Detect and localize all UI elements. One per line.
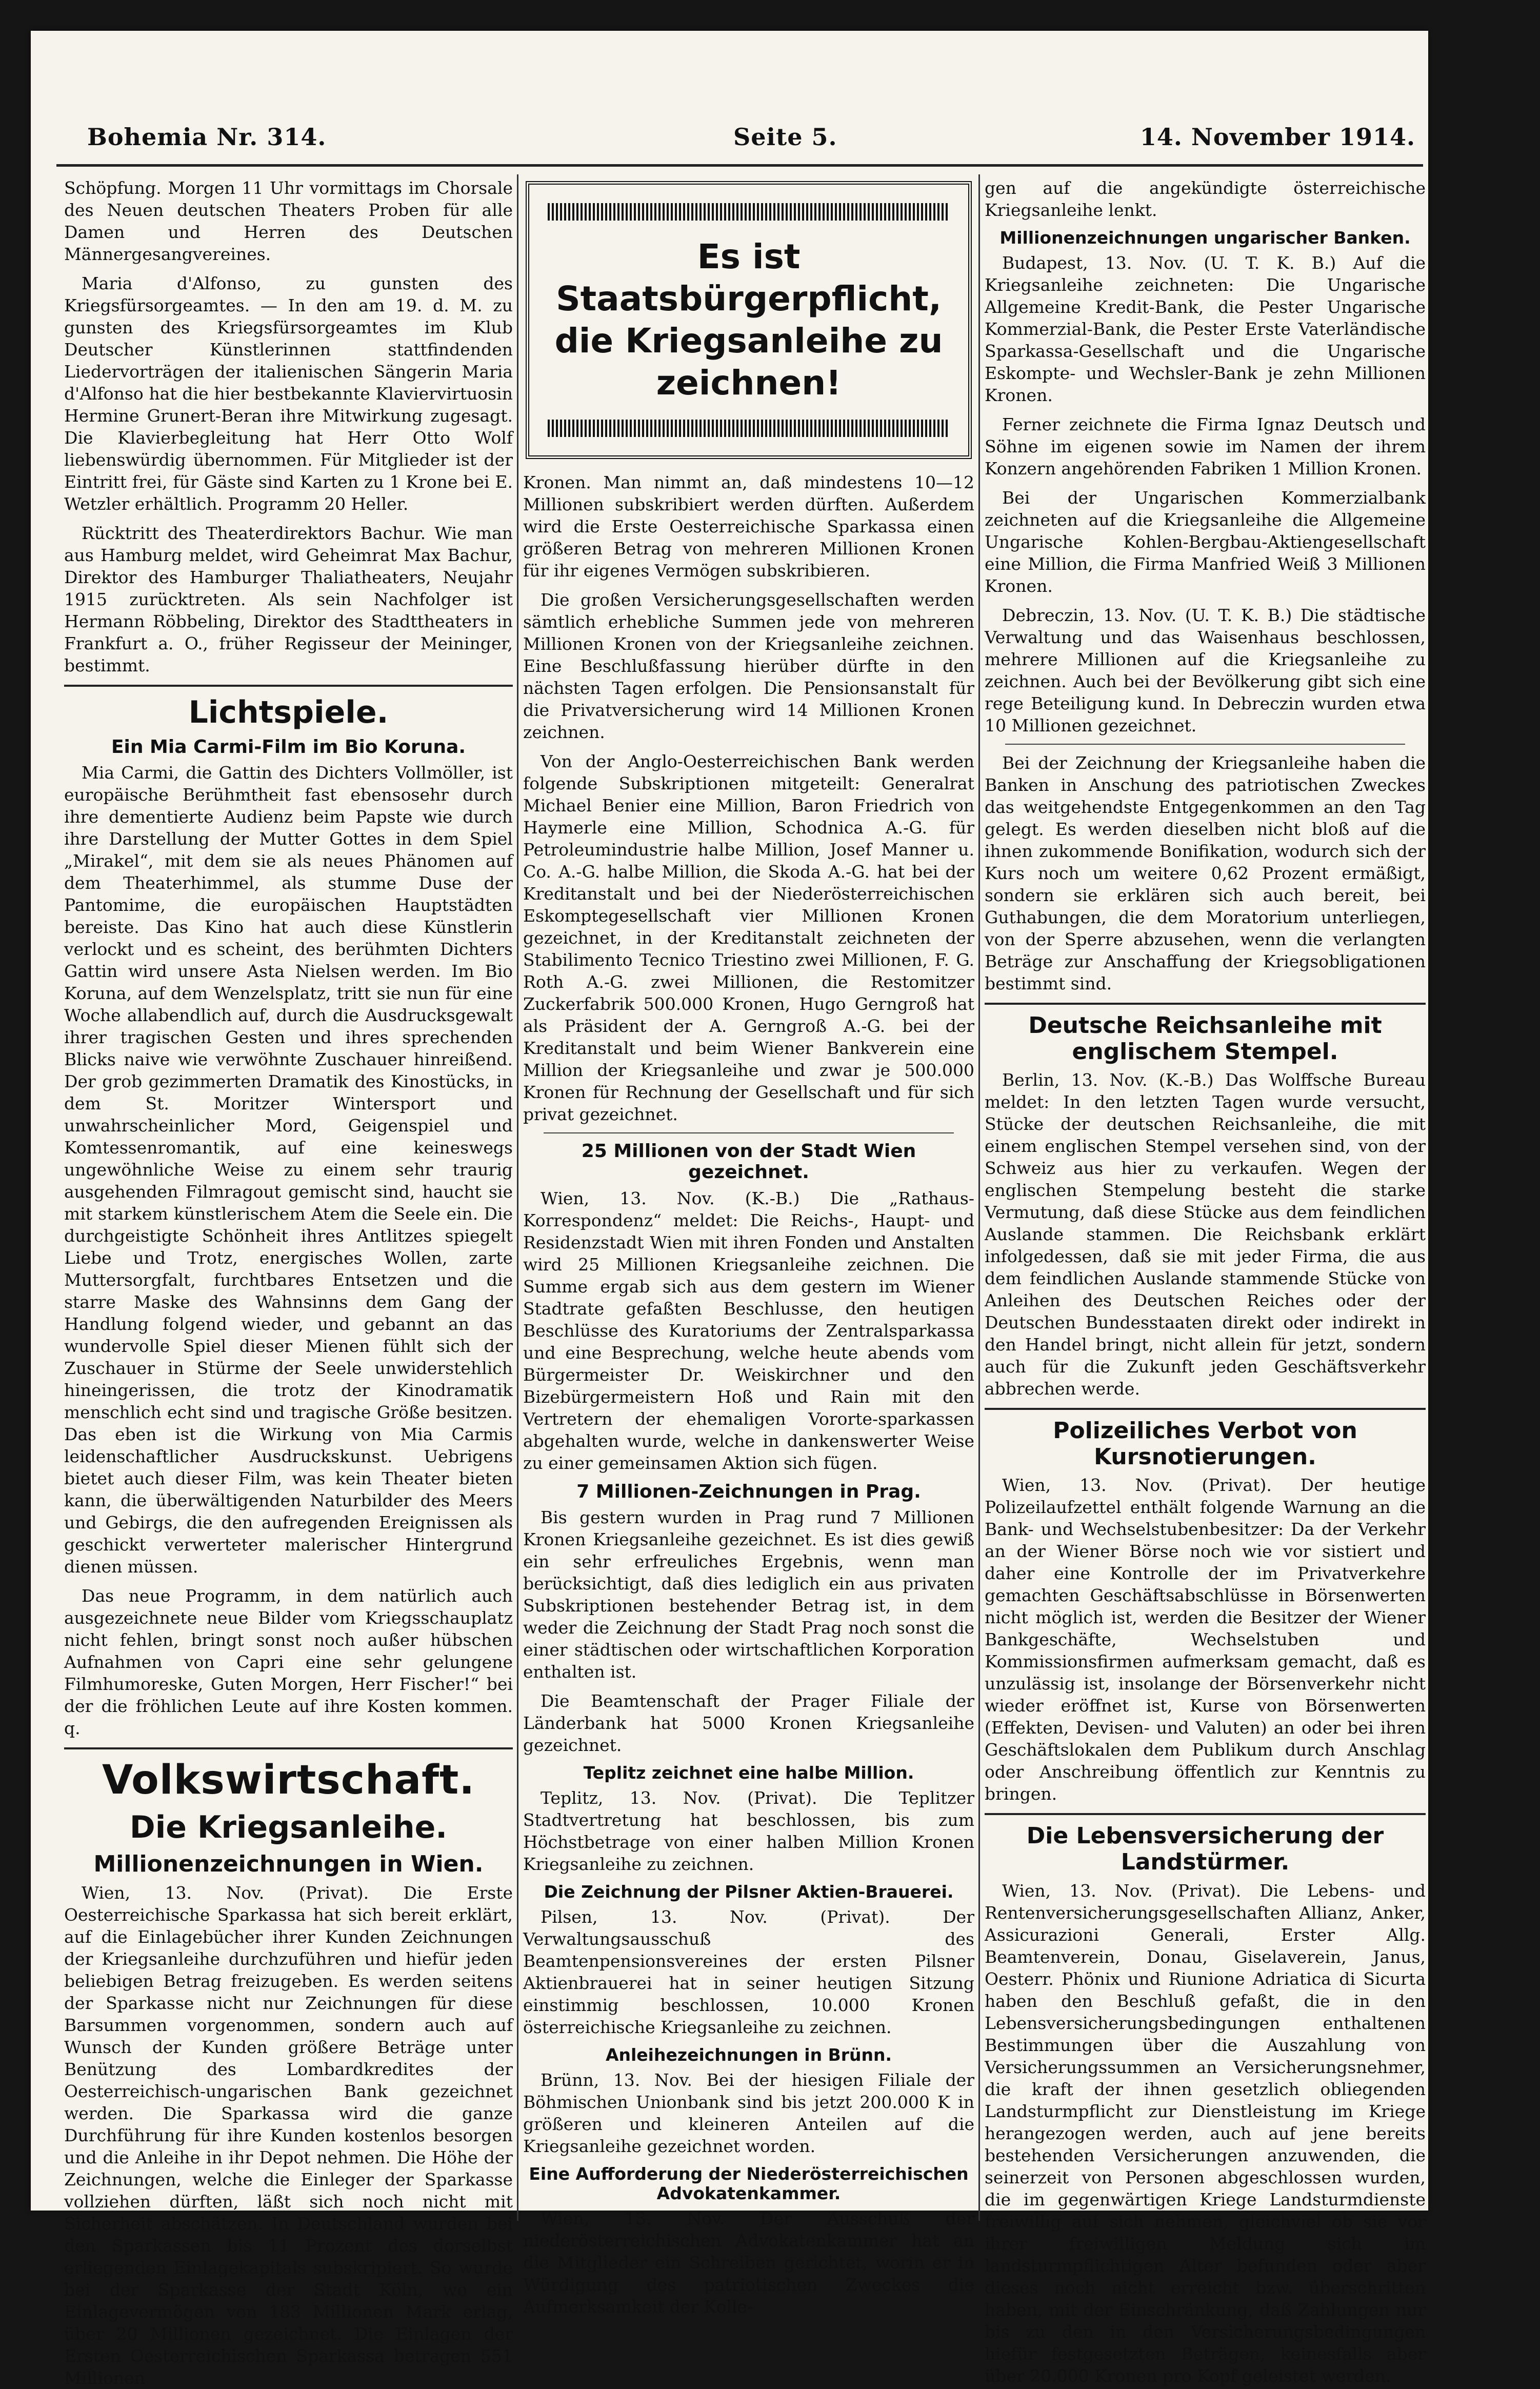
heading-pilsner: Die Zeichnung der Pilsner Aktien-Brauerei.	[544, 1882, 954, 1902]
heading-teplitz: Teplitz zeichnet eine halbe Million.	[583, 1763, 914, 1783]
article-schoepfung: Schöpfung. Morgen 11 Uhr vormittags im Chorsale des Neuen deutschen Theaters Proben für alle Damen und Herren des Deutschen Männergesangvereines.	[64, 178, 513, 264]
heading-polizei-verbot: Polizeiliches Verbot von Kursnotierungen.	[1053, 1418, 1357, 1470]
article-banken-bonifikation: Bei der Zeichnung der Kriegsanleihe haben die Banken in Anschung des patriotischen Zweckes das weitgehendste Entgegenkommen an den Tag gelegt. Es werden dieselben nicht bloß auf die ihnen zukommende Bonifikation, wodurch sich der Kurs noch um weitere 0,62 Prozent ermäßigt, sondern sie erklären sich auch bereit, bei Guthabungen, die dem Moratorium unterliegen, von der Sperre abzusehen, wenn die verlangten Beträge zur Anschaffung der Kriegsobligationen bestimmt sind.	[985, 752, 1426, 993]
section-rule	[985, 1003, 1426, 1005]
article-budapest: Budapest, 13. Nov. (U. T. K. B.) Auf die Kriegsanleihe zeichneten: Die Ungarische Allgemeine Kredit-Bank, die Pester Ungarische Kommerzial-Bank, die Pester Erste Vaterländische Sparkassa-Gesellschaft und die Ungarische Eskompte- und Wechsler-Bank je zehn Millionen Kronen.	[985, 252, 1426, 405]
appeal-text: Es ist Staatsbürgerpflicht, die Kriegsanleihe zu zeichnen!	[554, 237, 943, 403]
article-lebensversicherung: Wien, 13. Nov. (Privat). Die Lebens- und Rentenversicherungsgesellschaften Allianz, Anker, Assicurazioni Generali, Erster Allg. Beamtenverein, Donau, Giselaverein, Janus, Oesterr. Phönix und Riunione Adriatica di Sicurta haben den Beschluß gefaßt, die in den Lebensversicherungsbedingungen enthaltenen Bestimmungen über die Auszahlung von Versicherungssummen an Versicherungsnehmer, die kraft der ihnen gesetzlich obliegenden Landsturmpflicht zur Dienstleistung im Kriege herangezogen werden, auch auf jene bereits bestehenden Versicherungen anzuwenden, die seinerzeit von Personen abgeschlossen wurden, die im gegenwärtigen Kriege Landsturmdienste freiwillig auf sich nehmen, gleichviel ob sie vor ihrer freiwilligen Meldung sich im landsturmpflichtigen Alter befunden oder aber dieses noch nicht erreicht bzw. überschritten haben, mit der Einschränkung, daß Zahlungen nur bis zu den in den Versicherungsbedingungen hiefür festgesetzten Beträgen, keinesfalls aber über 20.000 Kronen pro Kopf geleistet werden.	[985, 1880, 1426, 2386]
article-sparkassa: Wien, 13. Nov. (Privat). Die Erste Oesterreichische Sparkassa hat sich bereit erklärt, auf die Einlagebücher ihrer Kunden Zeichnungen der Kriegsanleihe durchzuführen und hiefür jeden beliebigen Betrag freizugeben. Es werden seitens der Sparkasse nicht nur Zeichnungen für diese Barsummen vorgenommen, sondern auch auf Wunsch der Kunden größere Beträge unter Benützung des Lombardkredites der Oesterreichisch-ungarischen Bank gezeichnet werden. Die Sparkassa wird die ganze Durchführung für ihre Kunden kostenlos besorgen und die Anleihe in ihr Depot nehmen. Die Höhe der Zeichnungen, welche die Einleger der Sparkasse vollziehen dürften, läßt sich noch nicht mit Sicherheit abschätzen. In Deutschland wurden bei den Sparkassen bis 11 Prozent des dorselbst erliegenden Einlagekapitals subskripiert. So wurde bei der Sparkasse der Stadt Köln, wo ein Einlagevermögen von 183 Millionen Mark erlag, über 20 Millionen gezeichnet. Die Einlagen der Ersten Oesterreichischen Sparkassa betragen 551 Millionen	[64, 1882, 513, 2388]
article-berlin: Berlin, 13. Nov. (K.-B.) Das Wolffsche Bureau meldet: In den letzten Tagen wurde versucht, Stücke der deutschen Reichsanleihe, die mit einem englischen Stempel versehen sind, von der Schweiz aus hier zu verkaufen. Wegen der englischen Stempelung besteht die starke Vermutung, daß diese Stücke aus dem feindlichen Auslande stammen. Die Reichsbank erklärt infolgedessen, daß sie mit jeder Firma, die aus dem feindlichen Auslande stammende Stücke von Anleihen des Deutschen Reiches oder der Deutschen Bundesstaaten direkt oder indirekt in den Handel bringt, nicht allein für jetzt, sondern auch für die Zukunft jeden Geschäftsverkehr abbrechen werde.	[985, 1070, 1426, 1399]
article-dalfonso: Maria d'Alfonso, zu gunsten des Kriegsfürsorgeamtes. — In den am 19. d. M. zu gunsten des Kriegsfürsorgeamtes im Klub Deutscher Künstlerinnen stattfindenden Liedervorträgen der italienischen Sängerin Maria d'Alfonso hat die hier bestbekannte Klaviervirtuosin Hermine Grunert-Beran ihre Mitwirkung zugesagt. Die Klavierbegleitung hat Herr Otto Wolf liebenswürdig übernommen. Für Mitglieder ist der Eintritt frei, für Gäste sind Karten zu 1 Krone bei E. Wetzler erhältlich. Programm 20 Heller.	[64, 273, 513, 514]
column-rule-2	[978, 174, 980, 2221]
section-rule	[544, 1132, 954, 1133]
heading-7-millionen-prag: 7 Millionen-Zeichnungen in Prag.	[576, 1481, 921, 1502]
heading-carmi-film: Ein Mia Carmi-Film im Bio Koruna.	[111, 736, 466, 758]
article-prag: Bis gestern wurden in Prag rund 7 Millionen Kronen Kriegsanleihe gezeichnet. Es ist dies gewiß ein sehr erfreuliches Ergebnis, wenn man berücksichtigt, daß dies lediglich ein aus privaten Subskriptionen bestehender Betrag ist, in dem weder die Zeichnung der Stadt Prag noch sonst die einer städtischen oder wirtschaftlichen Korporation enthalten ist.	[523, 1507, 974, 1682]
article-bruenn: Brünn, 13. Nov. Bei der hiesigen Filiale der Böhmischen Unionbank sind bis jetzt 200.000 K in größeren und kleineren Anteilen auf die Kriegsanleihe gezeichnet worden.	[523, 2069, 974, 2156]
article-laenderbank: Die Beamtenschaft der Prager Filiale der Länderbank hat 5000 Kronen Kriegsanleihe gezeichnet.	[523, 1691, 974, 1756]
article-pilsner: Pilsen, 13. Nov. (Privat). Der Verwaltungsausschuß des Beamtenpensionsvereines der ersten Pilsner Aktienbrauerei hat in seiner heutigen Sitzung einstimmig beschlossen, 10.000 Kronen österreichische Kriegsanleihe zu zeichnen.	[523, 1907, 974, 2038]
column-3	[985, 177, 1426, 2386]
article-sparkassa-cont: Kronen. Man nimmt an, daß mindestens 10—12 Millionen subskribiert werden dürften. Außerdem wird die Erste Oesterreichische Sparkassa einen größeren Betrag von mehreren Millionen Kronen für ihr eigenes Vermögen subskribieren.	[523, 472, 974, 581]
column-1	[64, 177, 513, 2388]
heading-lichtspiele: Lichtspiele.	[188, 694, 389, 730]
article-advokatenkammer: Wien, 13. Nov. Der Ausschuß der niederösterreichischen Advokatenkammer hat an die Mitglieder ein Schreiben gerichtet, worin er in Würdigung des patriotischen Zweckes die Aufmerksamkeit der Kolle-	[523, 2208, 974, 2317]
heading-lebensversicherung: Die Lebensversicherung der Landstürmer.	[1026, 1823, 1384, 1875]
article-advokaten-cont: gen auf die angekündigte österreichische Kriegsanleihe lenkt.	[985, 178, 1426, 220]
article-stadt-wien: Wien, 13. Nov. (K.-B.) Die „Rathaus-Korrespondenz“ meldet: Die Reichs-, Haupt- und Residenzstadt Wien mit ihren Fonden und Anstalten wird 25 Millionen Kriegsanleihe zeichnen. Die Summe ergab sich aus dem gestern im Wiener Stadtrate gefaßten Beschlusse, den heutigen Beschlüsse des Kuratoriums der Zentralsparkassa und eine Besprechung, welche heute abends vom Bürgermeister Dr. Weiskirchner und den Bizebürgermeistern Hoß und Rain mit den Vertretern der ehemaligen Vororte-sparkassen abgehalten wurde, welche in dankenswerter Weise zu einer gemeinsamen Aktion sich fügen.	[523, 1188, 974, 1473]
decorative-stripe	[548, 203, 950, 221]
article-carmi: Mia Carmi, die Gattin des Dichters Vollmöller, ist europäische Berühmtheit fast ebensosehr durch ihre dementierte Audienz beim Papste wie durch ihre Darstellung der Mutter Gottes in dem Spiel „Mirakel“, mit dem sie als neues Phänomen auf dem Theaterhimmel, als stumme Duse der Pantomime, die europäischen Hauptstädten bereiste. Das Kino hat auch diese Künstlerin verlockt und es scheint, des berühmten Dichters Gattin wird unsere Asta Nielsen werden. Im Bio Koruna, auf dem Wenzelsplatz, tritt sie nun für eine Woche allabendlich auf, durch die Ausdrucksgewalt ihrer tragischen Gesten und ihres sprechenden Blicks naive wie verwöhnte Zuschauer hinreißend. Der grob gezimmerten Dramatik des Kinostücks, in dem St. Moritzer Wintersport und unwahrscheinlicher Mord, Geigenspiel und Komtessenromantik, auf eine keineswegs ungewöhnliche Weise zu einem sehr traurig ausgehenden Filmragout gemischt sind, haucht sie mit starkem künstlerischem Atem die Seele ein. Die durchgeistigte Schönheit ihres Antlitzes spiegelt Liebe und Trotz, energisches Wollen, zarte Muttersorgfalt, furchtbares Entsetzen und die starre Maske des Wahnsinns dem Gang der Handlung folgend wieder, und gebannt an das wundervolle Spiel dieser Mienen fühlt sich der Zuschauer in Stürme der Seele unwiderstehlich hineingerissen, die trotz der Kinodramatik menschlich echt sind und tragische Größe besitzen. Das eben ist die Wirkung von Mia Carmis leidenschaftlicher Ausdruckskunst. Uebrigens bietet auch dieser Film, was kein Theater bieten kann, die überwältigenden Naturbilder des Meers und Gebirgs, die den aufregenden Ereignissen als geschickt verwerteter malerischer Hintergrund dienen müssen.	[64, 763, 513, 1577]
article-bachur: Rücktritt des Theaterdirektors Bachur. Wie man aus Hamburg meldet, wird Geheimrat Max Bachur, Direktor des Hamburger Thaliatheaters, Neujahr 1915 zurücktreten. Als sein Nachfolger ist Hermann Röbbeling, Direktor des Stadttheaters in Frankfurt a. O., früher Regisseur der Meininger, bestimmt.	[64, 523, 513, 675]
heading-bruenn: Anleihezeichnungen in Brünn.	[605, 2045, 892, 2065]
heading-volkswirtschaft: Volkswirtschaft.	[102, 1757, 475, 1804]
article-programm: Das neue Programm, in dem natürlich auch ausgezeichnete neue Bilder vom Kriegsschauplatz nicht fehlen, bringt sonst noch außer hübschen Aufnahmen von Capri eine sehr gelungene Filmhumoreske, Guten Morgen, Herr Fischer!“ bei der die fröhlichen Leute auf ihre Kosten kommen. q.	[64, 1586, 513, 1739]
article-deutsch-soehne: Ferner zeichnete die Firma Ignaz Deutsch und Söhne im eigenen sowie im Namen der ihrem Konzern angehörenden Fabriken 1 Million Kronen.	[985, 414, 1426, 479]
page-number: Seite 5.	[733, 123, 837, 151]
section-rule	[64, 1747, 513, 1749]
article-polizei: Wien, 13. Nov. (Privat). Der heutige Polizeilaufzettel enthält folgende Warnung an die Bank- und Wechselstubenbesitzer: Da der Verkehr an der Wiener Börse noch wie vor sistiert und daher eine Kontrolle der im Privatverkehre gemachten Geschäftsabschlüsse in Börsenwerten nicht möglich ist, werden die Besitzer der Wiener Bankgeschäfte, Wechselstuben und Kommissionsfirmen aufmerksam gemacht, daß es unzulässig ist, insolange der Börsenverkehr nicht wieder eröffnet ist, Kurse von Börsenwerten (Effekten, Devisen- und Valuten) an oder bei ihren Geschäftslokalen dem Publikum durch Anschlag oder Anschreibung öffentlich zur Kenntnis zu bringen.	[985, 1475, 1426, 1804]
issue-date: 14. November 1914.	[1139, 123, 1415, 151]
article-debreczin: Debreczin, 13. Nov. (U. T. K. B.) Die städtische Verwaltung und das Waisenhaus beschlossen, mehrere Millionen auf die Kriegsanleihe zu zeichnen. Auch bei der Bevölkerung gibt sich eine rege Beteiligung kund. In Debreczin wurden etwa 10 Millionen gezeichnet.	[985, 605, 1426, 735]
article-teplitz: Teplitz, 13. Nov. (Privat). Die Teplitzer Stadtvertretung hat beschlossen, bis zum Höchstbetrage von einer halben Million Kronen Kriegsanleihe zu zeichnen.	[523, 1788, 974, 1875]
masthead	[56, 118, 1426, 159]
heading-kriegsanleihe: Die Kriegsanleihe.	[129, 1809, 448, 1846]
section-rule	[1005, 744, 1405, 745]
section-rule	[985, 1408, 1426, 1410]
column-rule-1	[517, 174, 518, 2221]
heading-ungarische-banken: Millionenzeichnungen ungarischer Banken.	[999, 228, 1411, 248]
heading-reichsanleihe: Deutsche Reichsanleihe mit englischem Stempel.	[1028, 1012, 1382, 1065]
column-2	[523, 177, 974, 2317]
article-anglo-bank: Von der Anglo-Oesterreichischen Bank werden folgende Subskriptionen mitgeteilt: Generalrat Michael Benier eine Million, Baron Friedrich von Haymerle eine Million, Schodnica A.-G. für Petroleumindustrie halbe Million, Josef Manner u. Co. A.-G. halbe Million, die Skoda A.-G. hat bei der Kreditanstalt und bei der Niederösterreichischen Eskomptegesellschaft vier Millionen Kronen gezeichnet, in der Kreditanstalt zeichneten der Stabilimento Tecnico Triestino zwei Millionen, F. G. Roth A.-G. zwei Millionen, die Restomitzer Zuckerfabrik 500.000 Kronen, Hugo Gerngroß hat als Präsident der A. Gerngroß A.-G. bei der Kreditanstalt und beim Wiener Bankverein eine Million der Kriegsanleihe und zwar je 500.000 Kronen für Rechnung der Gesellschaft und für sich privat gezeichnet.	[523, 751, 974, 1124]
header-rule	[56, 164, 1423, 167]
decorative-stripe	[548, 420, 950, 437]
heading-millionen-wien: Millionenzeichnungen in Wien.	[93, 1851, 484, 1878]
heading-advokatenkammer: Eine Aufforderung der Niederösterreichischen Advokatenkammer.	[529, 2163, 969, 2203]
paper-issue: Bohemia Nr. 314.	[87, 123, 327, 151]
section-rule	[64, 685, 513, 687]
appeal-box	[526, 181, 972, 459]
article-versicherungen: Die großen Versicherungsgesellschaften werden sämtlich erhebliche Summen jede von mehreren Millionen Kronen von der Kriegsanleihe zeichnen. Eine Beschlußfassung hierüber dürfte in den nächsten Tagen erfolgen. Die Pensionsanstalt für die Privatversicherung wird 14 Millionen Kronen zeichnen.	[523, 590, 974, 742]
heading-25-millionen: 25 Millionen von der Stadt Wien gezeichnet.	[581, 1141, 916, 1183]
article-kommerzialbank: Bei der Ungarischen Kommerzialbank zeichneten auf die Kriegsanleihe die Allgemeine Ungarische Kohlen-Bergbau-Aktiengesellschaft eine Million, die Firma Manfried Weiß 3 Millionen Kronen.	[985, 487, 1426, 596]
section-rule	[985, 1813, 1426, 1815]
